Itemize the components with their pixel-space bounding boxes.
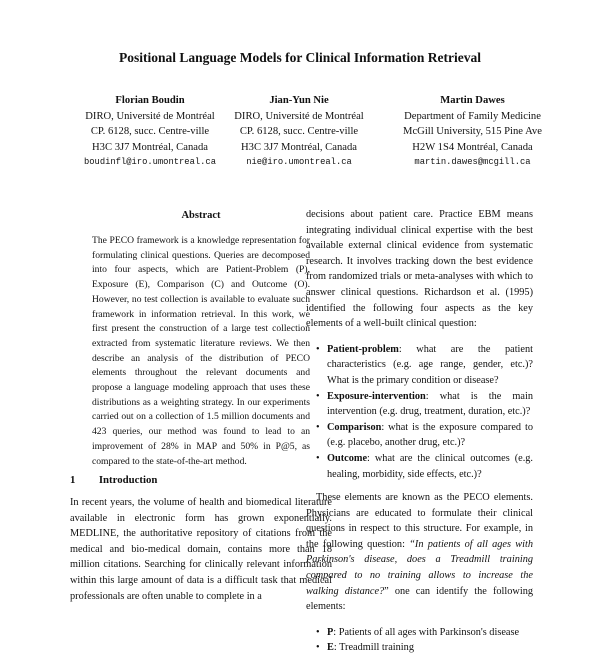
author-affiliation: DIRO, Université de Montréal <box>85 110 215 122</box>
list-item <box>306 342 533 389</box>
example-question: “In patients of all ages with Parkinson's disease, does a Treadmill training compared to no training allows to increase the walking distance? <box>306 538 533 597</box>
aspect-label: Patient-problem <box>327 343 399 355</box>
author-block <box>62 93 238 171</box>
author-address: H3C 3J7 Montréal, Canada <box>92 141 208 153</box>
aspect-label: Comparison <box>327 421 382 433</box>
intro-paragraph: In recent years, the volume of health and biomedical literature available in electronic form has grown exponentially. MEDLINE, the authoritative repository of citations from the medical and bio-medical domain, contains more than 18 million citations. Searching for clinically relevant information within this large amount of data is a difficult task that medical professionals are often unable to complete in a <box>70 497 332 602</box>
aspect-text: : what are the clinical outcomes (e.g. healing, morbidity, side effects, etc.)? <box>327 452 533 480</box>
element-label: E <box>327 642 334 654</box>
para-text: These elements are known as the PECO elements. Physicians are educated to formulate their clinical questions in respect to this structure. For example, in the following question: <box>306 492 533 550</box>
author-block <box>375 93 570 171</box>
right-paragraph: decisions about patient care. Practice EBM means integrating individual clinical expertise with the best available external clinical evidence from systematic research. It involves tracking down the best evidence from randomized trials or meta-analyses with which to answer clinical questions. Richardson et al. (1995) identified the following four aspects as the key elements of a well-built clinical question: <box>306 209 533 330</box>
author-name: Jian-Yun Nie <box>269 95 329 106</box>
right-paragraph <box>306 490 533 615</box>
aspect-list <box>306 342 533 482</box>
section-heading <box>70 474 157 486</box>
list-item <box>306 389 533 420</box>
author-name: Florian Boudin <box>115 95 185 106</box>
element-text: : Treadmill training <box>333 642 414 654</box>
author-address: CP. 6128, succ. Centre-ville <box>239 126 359 137</box>
aspect-text: : what are the patient characteristics (e.g. age range, gender, etc.)? What is the primary condition or disease? <box>327 343 533 386</box>
list-item <box>306 625 533 641</box>
author-name: Martin Dawes <box>440 95 505 106</box>
author-block <box>226 93 372 171</box>
element-list <box>306 625 533 656</box>
abstract-text: The PECO framework is a knowledge representation for formulating clinical questions. Queries are decomposed into four aspects, which are Patient-Problem (P), Exposure (E), Comparison (C) and Outcome (O). However, no test collection is available to evaluate such framework in information retrieval. In this work, we first present the construction of a large test collection extracted from systematic literature reviews. We then describe an analysis of the distribution of PECO elements throughout the relevant documents and propose a language modeling approach that uses these distributions as a weighting strategy. In our experiments carried out on a collection of 1.5 million documents and 423 queries, our method was found to lead to an improvement of 28% in MAP and 50% in P@5, as compared to the state-of-the-art method. <box>92 235 310 467</box>
author-email: boudinfl@iro.umontreal.ca <box>84 157 216 167</box>
element-text: : Patients of all ages with Parkinson's disease <box>333 626 520 638</box>
aspect-label: Outcome <box>327 452 368 464</box>
author-affiliation: DIRO, Université de Montréal <box>234 110 364 122</box>
author-address: H2W 1S4 Montréal, Canada <box>412 141 533 153</box>
author-affiliation: Department of Family Medicine <box>404 110 541 122</box>
right-column <box>306 207 533 656</box>
paper-title: Positional Language Models for Clinical Information Retrieval <box>119 50 481 65</box>
author-address: McGill University, 515 Pine Ave <box>403 126 542 137</box>
para-text: ” one can identify the following elements: <box>306 585 533 613</box>
author-email: nie@iro.umontreal.ca <box>246 157 352 167</box>
aspect-text: : what is the exposure compared to (e.g. placebo, another drug, etc.)? <box>327 421 533 449</box>
list-item <box>306 451 533 482</box>
list-item <box>306 640 533 656</box>
author-address: CP. 6128, succ. Centre-ville <box>90 126 210 137</box>
author-email: martin.dawes@mcgill.ca <box>414 157 531 167</box>
section-number: 1 <box>70 474 76 486</box>
aspect-label: Exposure-intervention <box>327 390 426 402</box>
author-address: H3C 3J7 Montréal, Canada <box>241 141 357 153</box>
abstract-heading: Abstract <box>181 210 221 221</box>
list-item <box>306 420 533 451</box>
aspect-text: : what is the main intervention (e.g. drug, treatment, duration, etc.)? <box>327 390 533 418</box>
element-label: P <box>327 626 334 638</box>
section-title: Introduction <box>98 474 158 486</box>
